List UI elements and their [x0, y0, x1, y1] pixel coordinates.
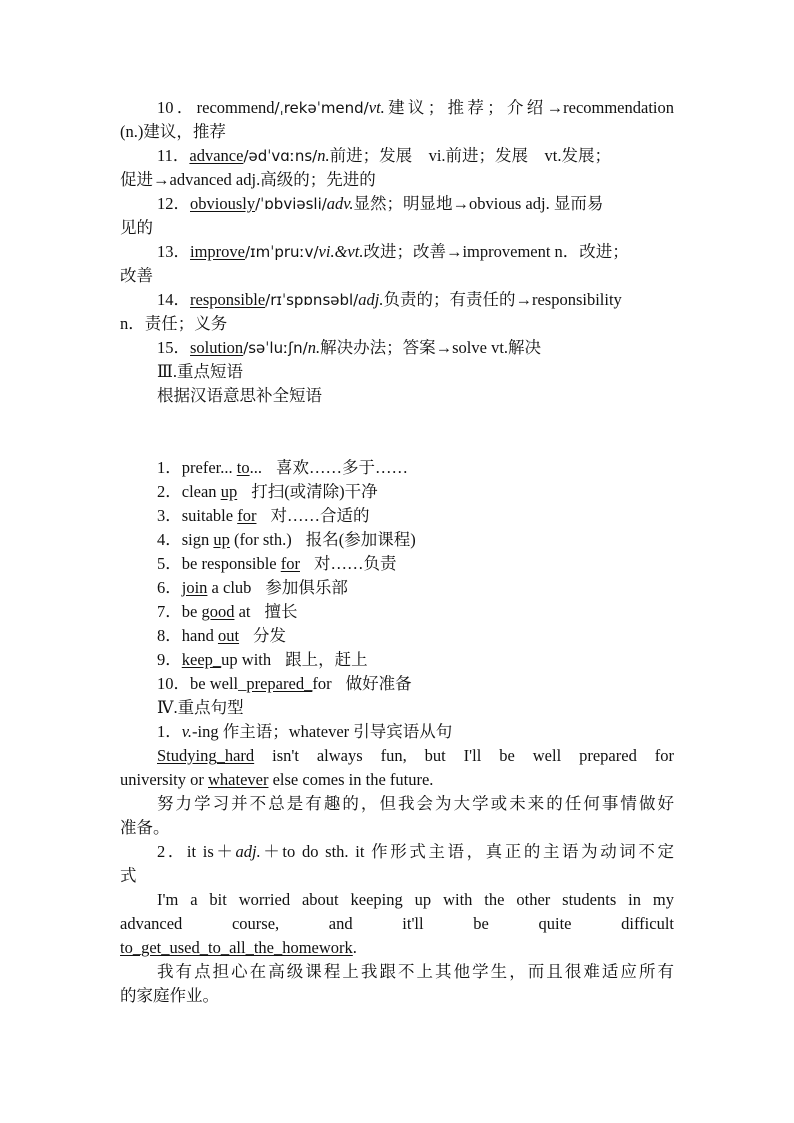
phrase-item: 9．keep_up with 跟上，赶上: [157, 650, 368, 669]
example-sentence-cont: to_get_used_to_all_the_homework.: [120, 938, 357, 957]
vocab-meaning: 负责的；有责任的→responsibility: [383, 290, 622, 309]
blank-answer: keep_: [181, 650, 222, 669]
vocab-item-10: [120, 96, 674, 144]
vocab-item-15: [120, 336, 674, 360]
part-of-speech: adv.: [326, 194, 354, 213]
example-sentence: I'm a bit worried about keeping up with the other students in my: [157, 890, 674, 909]
part-of-speech: vt.: [368, 98, 385, 117]
pattern-heading: 1．v.-ing 作主语；whatever 引导宾语从句: [157, 722, 453, 741]
vocab-item-12: [120, 192, 674, 240]
blank-answer: join: [181, 578, 208, 597]
phrase-item: 10．be well_prepared_for 做好准备: [157, 674, 412, 693]
phrase-item: 3．suitable for 对……合适的: [157, 506, 370, 525]
blank-answer: out: [217, 626, 240, 645]
blank-answer: prepared_: [246, 674, 313, 693]
blank-answer: to_get_used_to_all_the_homework: [120, 938, 353, 957]
vocab-word: improve: [190, 242, 245, 261]
vocab-meaning: 前进；发展 vi.前进；发展 vt.发展；: [329, 146, 611, 165]
blank-answer: good: [201, 602, 235, 621]
blank-answer: for: [280, 554, 300, 573]
vocab-continuation: n．责任；义务: [120, 314, 228, 333]
phrase-item: 6．join a club 参加俱乐部: [157, 578, 348, 597]
item-number: 12．: [157, 194, 190, 213]
translation: 我有点担心在高级课程上我跟不上其他学生，而且很难适应所有: [157, 962, 674, 981]
phonetic: /ɪmˈpruːv/: [245, 243, 319, 261]
vocab-meaning: 解决办法；答案→solve vt.解决: [320, 338, 542, 357]
vocab-continuation: 促进→advanced adj.高级的；先进的: [120, 170, 376, 189]
item-number: 13．: [157, 242, 190, 261]
part-of-speech: adj.: [358, 290, 384, 309]
vocab-word: recommend: [196, 98, 275, 117]
vocab-word: responsible: [190, 290, 266, 309]
document-page: [120, 96, 674, 1008]
vocab-meaning: 显然；明显地→obvious adj. 显而易: [353, 194, 604, 213]
phrase-list: [120, 456, 674, 696]
pattern-heading: 2．it is＋adj.＋to do sth. it 作形式主语，真正的主语为动词不定: [157, 842, 674, 861]
phonetic: /rɪˈspɒnsəbl/: [265, 291, 359, 309]
blank-answer: whatever: [208, 770, 269, 789]
item-number: 10．: [157, 98, 197, 117]
example-sentence: Studying_hard isn't always fun, but I'll be well prepared for: [157, 746, 674, 765]
translation-cont: 的家庭作业。: [120, 986, 219, 1005]
item-number: 15．: [157, 338, 190, 357]
phrase-item: 4．sign up (for sth.) 报名(参加课程): [157, 530, 416, 549]
vocab-item-14: [120, 288, 674, 336]
phonetic: /səˈluːʃn/: [243, 339, 308, 357]
phrase-item: 7．be good at 擅长: [157, 602, 298, 621]
vocab-continuation: 见的: [120, 218, 153, 237]
example-sentence-cont: advanced course, and it'll be quite difficult: [120, 914, 674, 933]
vocab-word: advance: [189, 146, 244, 165]
vocab-meaning: 改进；改善→improvement n．改进；: [363, 242, 629, 261]
phonetic: /ˌrekəˈmend/: [274, 99, 369, 117]
phrase-item: 2．clean up 打扫(或清除)干净: [157, 482, 378, 501]
translation-cont: 准备。: [120, 818, 170, 837]
pattern-heading-cont: 式: [120, 866, 137, 885]
blank-answer: up: [213, 530, 230, 549]
sentence-pattern-2: [120, 840, 674, 1008]
blank-answer: to: [236, 458, 250, 477]
vocab-word: obviously: [190, 194, 256, 213]
vocab-continuation: 改善: [120, 266, 153, 285]
blank-answer: for: [237, 506, 257, 525]
item-number: 14．: [157, 290, 190, 309]
phonetic: /ˈɒbviəsli/: [255, 195, 327, 213]
blank-answer: Studying_hard: [157, 746, 255, 765]
phrase-item: 1．prefer... to... 喜欢……多于……: [157, 458, 408, 477]
vocab-item-11: [120, 144, 674, 192]
vocab-continuation: (n.)建议，推荐: [120, 122, 226, 141]
vocab-word: solution: [190, 338, 244, 357]
part-of-speech: n.: [307, 338, 321, 357]
part-of-speech: n.: [317, 146, 330, 165]
sentence-pattern-1: [120, 720, 674, 840]
phonetic: /ədˈvɑːns/: [243, 147, 318, 165]
section-instruction: 根据汉语意思补全短语: [157, 386, 322, 405]
section-heading-phrases: Ⅲ.重点短语: [157, 362, 244, 381]
phrase-item: 5．be responsible for 对……负责: [157, 554, 397, 573]
vocab-meaning: 建议；推荐；介绍→recommendation: [384, 98, 674, 117]
blank-answer: up: [220, 482, 238, 501]
section-heading-sentences: Ⅳ.重点句型: [157, 698, 244, 717]
part-of-speech: vi.&vt.: [318, 242, 364, 261]
item-number: 11．: [157, 146, 190, 165]
example-sentence-cont: university or whatever else comes in the future.: [120, 770, 434, 789]
vocab-item-13: [120, 240, 674, 288]
translation: 努力学习并不总是有趣的，但我会为大学或未来的任何事情做好: [157, 794, 674, 813]
phrase-item: 8．hand out 分发: [157, 626, 287, 645]
